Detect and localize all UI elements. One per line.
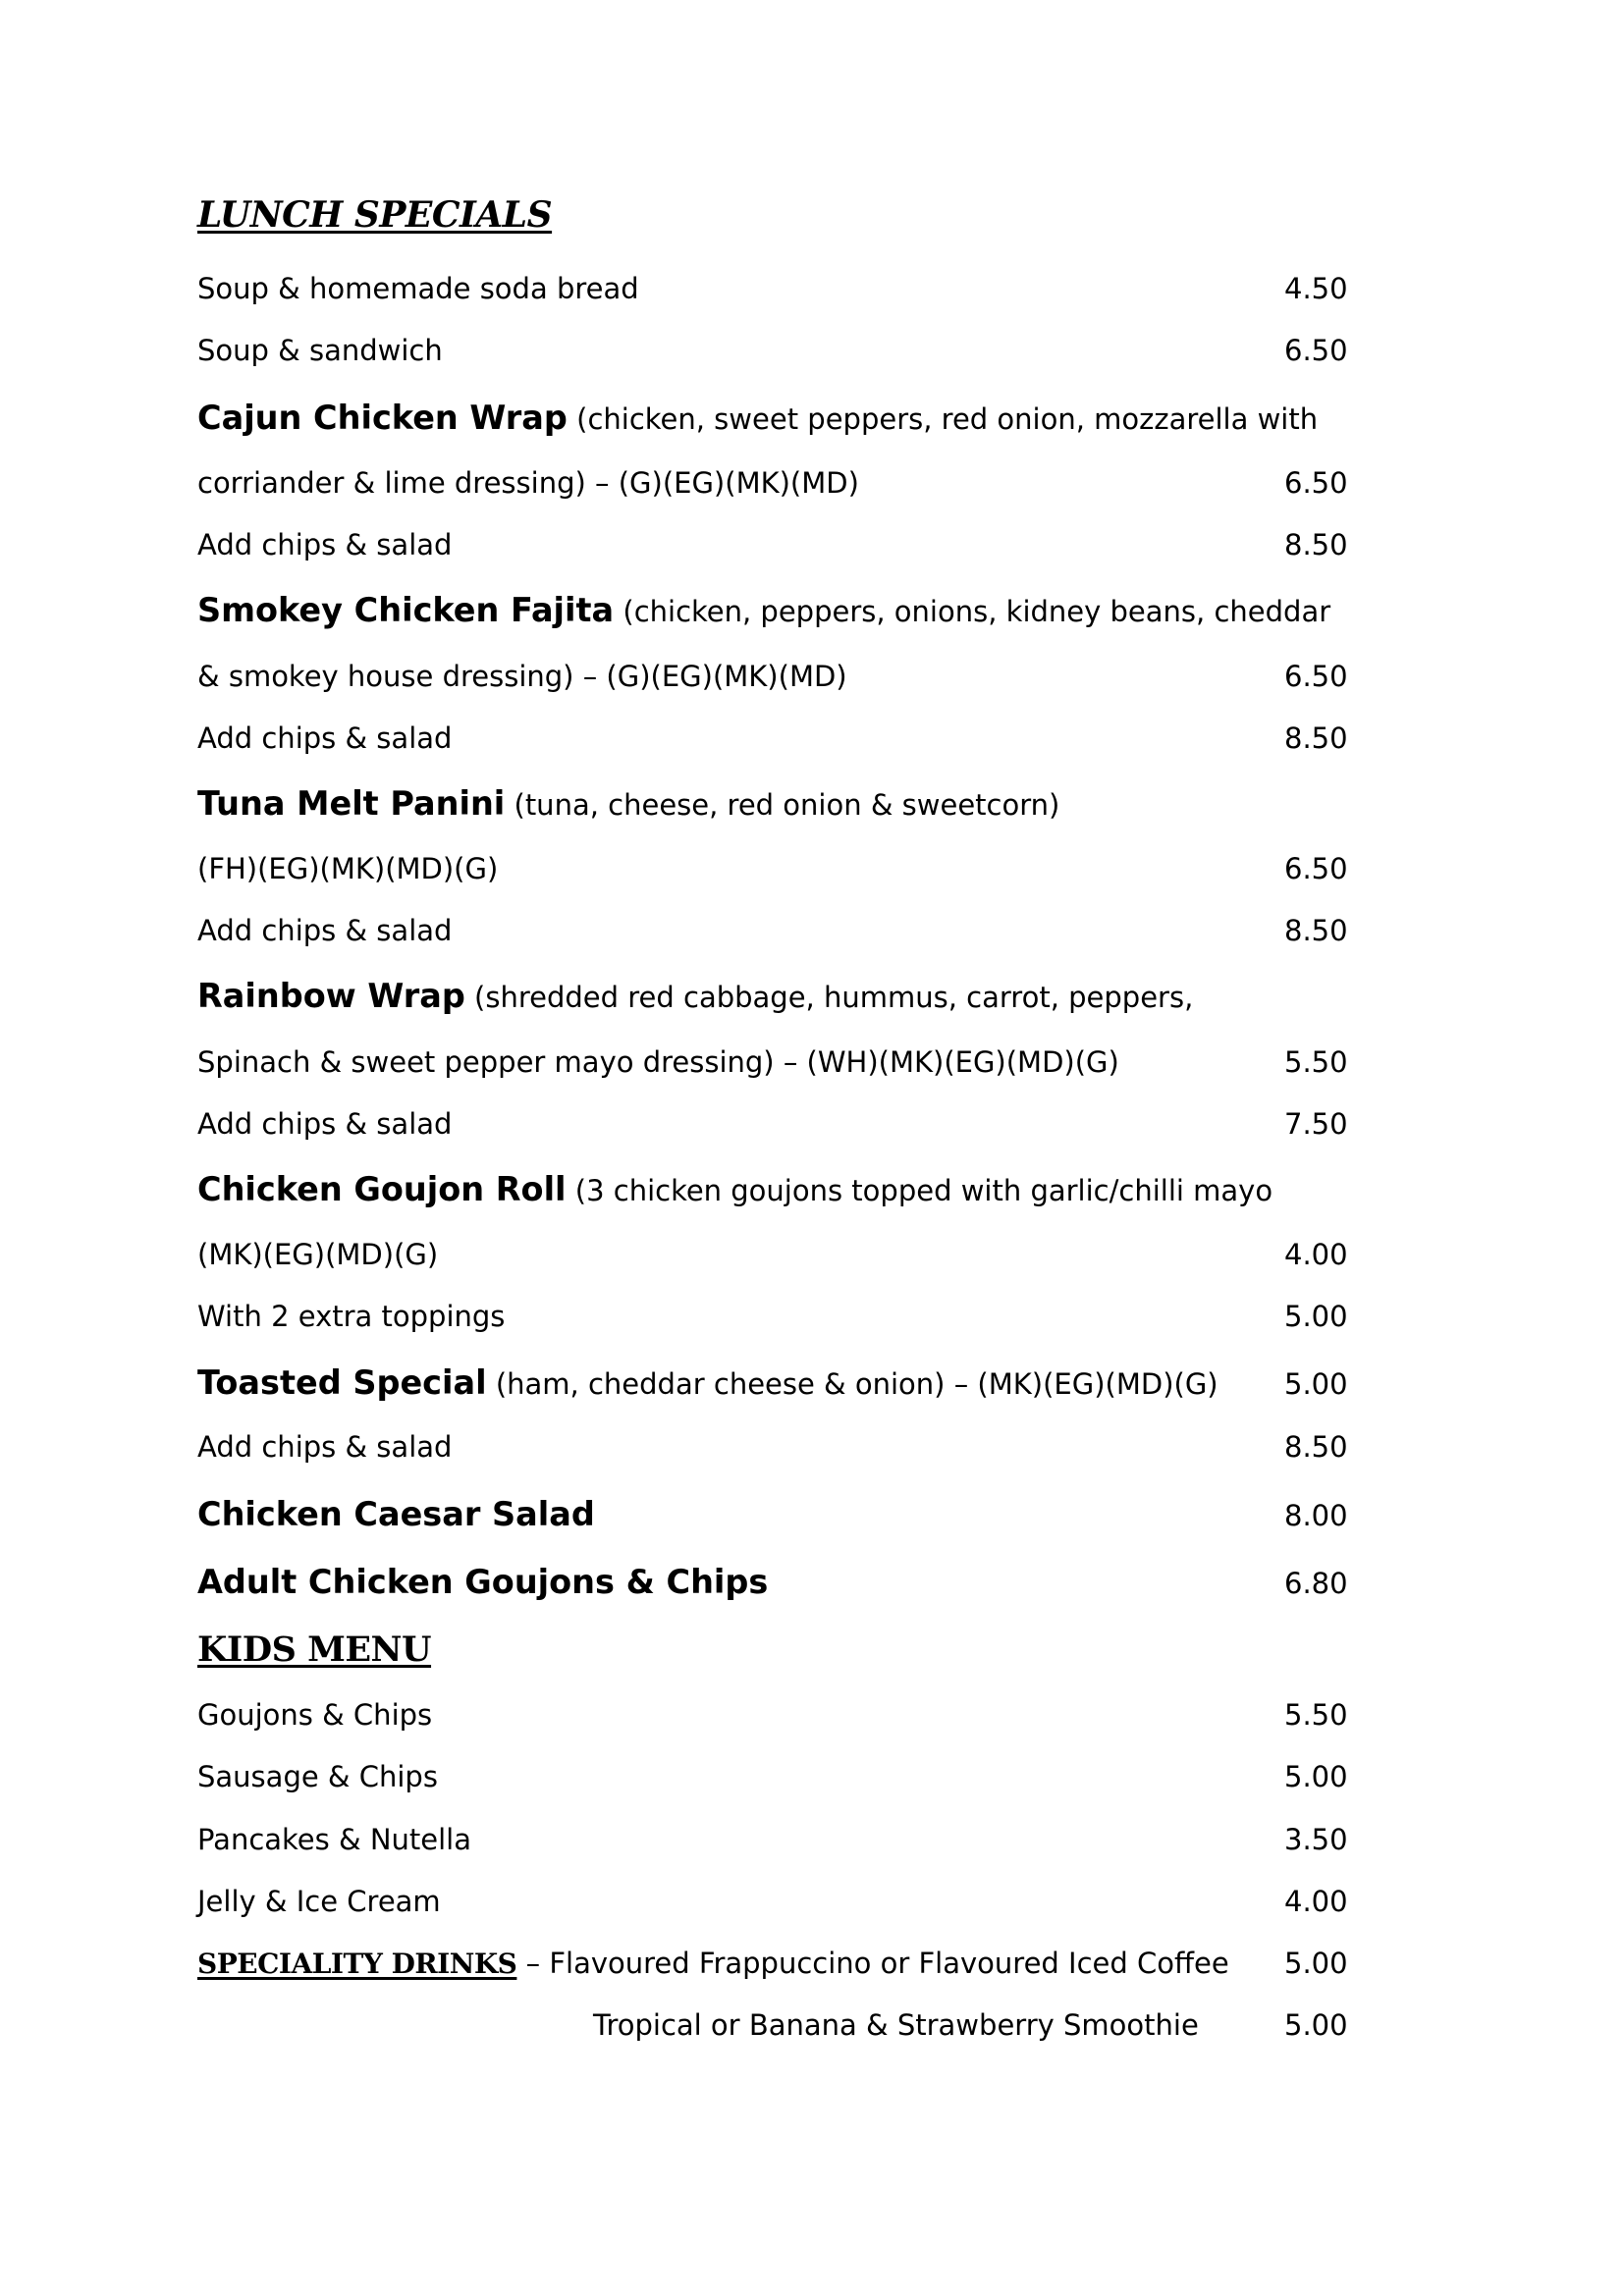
drinks-item-price: 5.00 (1284, 2008, 1348, 2042)
lunch-item-price: 8.50 (1284, 1430, 1348, 1464)
kids-menu-heading: KIDS MENU (197, 1629, 432, 1670)
kids-item-line: Sausage & Chips (197, 1760, 438, 1793)
kids-item-price: 4.00 (1284, 1885, 1348, 1918)
item-name: Rainbow Wrap (197, 977, 465, 1015)
lunch-item-line: Add chips & salad (197, 721, 453, 755)
item-name: Chicken Goujon Roll (197, 1170, 567, 1208)
lunch-item-price: 5.50 (1284, 1045, 1348, 1079)
lunch-item-line: Toasted Special (ham, cheddar cheese & onion) – (MK)(EG)(MD)(G) (197, 1363, 1218, 1402)
item-name: Tuna Melt Panini (197, 784, 506, 823)
lunch-item-price: 6.50 (1284, 466, 1348, 500)
item-name: Toasted Special (197, 1363, 487, 1402)
kids-item-price: 5.50 (1284, 1698, 1348, 1732)
lunch-item-line: corriander & lime dressing) – (G)(EG)(MK)(MD) (197, 466, 859, 500)
lunch-item-line: Add chips & salad (197, 528, 453, 561)
kids-item-line: Pancakes & Nutella (197, 1823, 471, 1856)
kids-item-price: 3.50 (1284, 1823, 1348, 1856)
lunch-item-line (197, 1495, 595, 1533)
speciality-drinks-heading: SPECIALITY DRINKS (197, 1948, 517, 1980)
lunch-item-price: 7.50 (1284, 1107, 1348, 1141)
lunch-item-line: Cajun Chicken Wrap (chicken, sweet peppers, red onion, mozzarella with (197, 399, 1319, 437)
lunch-item-price: 8.00 (1284, 1499, 1348, 1532)
lunch-item-line: With 2 extra toppings (197, 1300, 506, 1333)
kids-item-price: 5.00 (1284, 1760, 1348, 1793)
drinks-item-price: 5.00 (1284, 1947, 1348, 1980)
kids-item-line: Goujons & Chips (197, 1698, 433, 1732)
lunch-item-price: 4.50 (1284, 272, 1348, 305)
lunch-item-line: Smokey Chicken Fajita (chicken, peppers, onions, kidney beans, cheddar (197, 591, 1331, 629)
item-name: Adult Chicken Goujons & Chips (197, 1563, 769, 1601)
lunch-item-line: Chicken Goujon Roll (3 chicken goujons topped with garlic/chilli mayo (197, 1170, 1273, 1208)
lunch-item-line: & smokey house dressing) – (G)(EG)(MK)(MD) (197, 660, 847, 693)
lunch-item-price: 5.00 (1284, 1300, 1348, 1333)
lunch-item-price: 4.00 (1284, 1238, 1348, 1271)
lunch-item-price: 6.80 (1284, 1567, 1348, 1600)
lunch-item-price: 8.50 (1284, 721, 1348, 755)
lunch-item-line (197, 1563, 769, 1601)
lunch-item-price: 6.50 (1284, 660, 1348, 693)
lunch-item-price: 8.50 (1284, 914, 1348, 947)
lunch-item-price: 5.00 (1284, 1367, 1348, 1401)
item-name: Smokey Chicken Fajita (197, 591, 615, 629)
lunch-item-line: Add chips & salad (197, 1107, 453, 1141)
lunch-item-price: 8.50 (1284, 528, 1348, 561)
drinks-line: Tropical or Banana & Strawberry Smoothie (593, 2008, 1199, 2042)
lunch-specials-heading: LUNCH SPECIALS (197, 194, 553, 236)
lunch-item-line: Spinach & sweet pepper mayo dressing) – (WH)(MK)(EG)(MD)(G) (197, 1045, 1119, 1079)
lunch-item-line: Rainbow Wrap (shredded red cabbage, hummus, carrot, peppers, (197, 977, 1194, 1015)
lunch-item-line: (FH)(EG)(MK)(MD)(G) (197, 852, 499, 885)
item-name: Chicken Caesar Salad (197, 1495, 595, 1533)
lunch-item-line: Tuna Melt Panini (tuna, cheese, red onion & sweetcorn) (197, 784, 1060, 823)
item-name: Cajun Chicken Wrap (197, 399, 568, 437)
drinks-line: SPECIALITY DRINKS – Flavoured Frappuccino or Flavoured Iced Coffee (197, 1947, 1229, 1980)
lunch-item-line: Add chips & salad (197, 1430, 453, 1464)
lunch-item-price: 6.50 (1284, 334, 1348, 367)
lunch-item-line: Soup & homemade soda bread (197, 272, 639, 305)
lunch-item-line: Soup & sandwich (197, 334, 443, 367)
lunch-item-line: Add chips & salad (197, 914, 453, 947)
kids-item-line: Jelly & Ice Cream (197, 1885, 441, 1918)
lunch-item-price: 6.50 (1284, 852, 1348, 885)
lunch-item-line: (MK)(EG)(MD)(G) (197, 1238, 439, 1271)
